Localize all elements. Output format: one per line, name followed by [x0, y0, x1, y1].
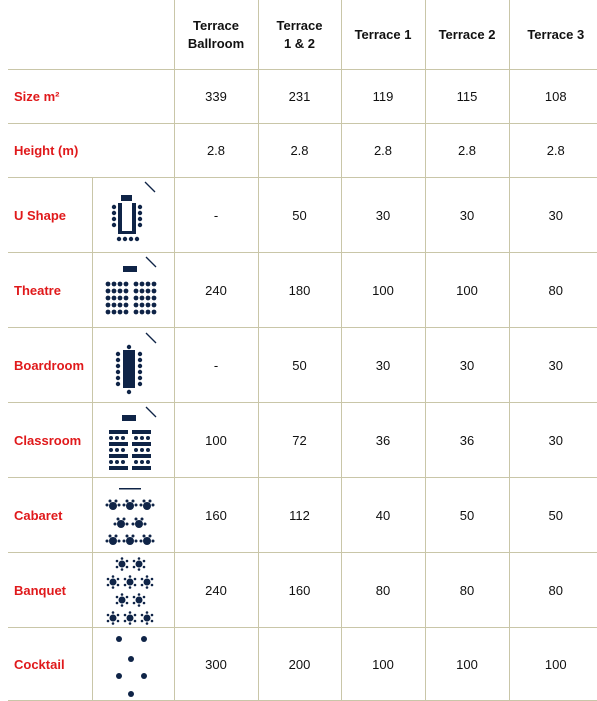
- table-cell: 30: [509, 403, 597, 478]
- layout-icon-cell: [92, 628, 174, 701]
- table-cell: 100: [341, 628, 425, 701]
- table-row-cocktail: [8, 628, 597, 701]
- header-line: Terrace: [276, 17, 323, 33]
- table-row-classroom: [8, 403, 597, 478]
- table-cell: 240: [174, 553, 258, 628]
- table-cell: 36: [425, 403, 509, 478]
- header-line: Terrace 3: [527, 26, 585, 42]
- header-line: 1 & 2: [283, 35, 316, 51]
- header-terrace-2: [425, 0, 509, 70]
- header-terrace-ballroom: [174, 0, 258, 70]
- table-row-banquet: [8, 553, 597, 628]
- table-cell: 100: [425, 253, 509, 328]
- header-line: Terrace 1: [354, 26, 412, 42]
- header-corner: [8, 0, 174, 70]
- table-row-size: [8, 70, 597, 124]
- table-cell: 80: [509, 253, 597, 328]
- table-cell: 160: [174, 478, 258, 553]
- table-cell: 50: [258, 178, 341, 253]
- header-line: Ballroom: [187, 35, 245, 51]
- table-cell: 50: [509, 478, 597, 553]
- table-row-boardroom: [8, 328, 597, 403]
- table-cell: 160: [258, 553, 341, 628]
- layout-icon-cell: [92, 478, 174, 553]
- table-cell: 2.8: [258, 124, 341, 178]
- u-shape-layout-icon: [98, 179, 168, 251]
- table-cell: 231: [258, 70, 341, 124]
- header-terrace-1: [341, 0, 425, 70]
- layout-icon-cell: [92, 328, 174, 403]
- boardroom-layout-icon: [98, 329, 168, 401]
- table-cell: 180: [258, 253, 341, 328]
- layout-icon-cell: [92, 403, 174, 478]
- table-cell: 339: [174, 70, 258, 124]
- table-cell: 300: [174, 628, 258, 701]
- table-cell: 30: [509, 328, 597, 403]
- row-label: Size m²: [8, 70, 174, 124]
- table-cell: 240: [174, 253, 258, 328]
- table-cell: 2.8: [174, 124, 258, 178]
- header-line: Terrace 2: [438, 26, 496, 42]
- row-label: Classroom: [8, 403, 92, 478]
- table-cell: 100: [174, 403, 258, 478]
- header-row: [8, 0, 597, 70]
- table-cell: 119: [341, 70, 425, 124]
- layout-icon-cell: [92, 178, 174, 253]
- row-label: Theatre: [8, 253, 92, 328]
- table-cell: 40: [341, 478, 425, 553]
- table-row-u-shape: [8, 178, 597, 253]
- header-terrace-1-2: [258, 0, 341, 70]
- row-label: Cocktail: [8, 628, 92, 701]
- table-cell: 80: [425, 553, 509, 628]
- table-row-cabaret: [8, 478, 597, 553]
- table-cell: 2.8: [425, 124, 509, 178]
- table-cell: 30: [341, 328, 425, 403]
- row-label: Banquet: [8, 553, 92, 628]
- banquet-layout-icon: [98, 554, 168, 626]
- table-cell: -: [174, 178, 258, 253]
- classroom-layout-icon: [98, 404, 168, 476]
- layout-icon-cell: [92, 553, 174, 628]
- capacity-table: [8, 0, 597, 701]
- table-cell: 30: [341, 178, 425, 253]
- row-label: Cabaret: [8, 478, 92, 553]
- row-label: Height (m): [8, 124, 174, 178]
- table-cell: 50: [425, 478, 509, 553]
- table-cell: 30: [425, 178, 509, 253]
- header-line: Terrace: [192, 17, 239, 33]
- table-row-theatre: [8, 253, 597, 328]
- table-cell: 50: [258, 328, 341, 403]
- table-cell: 30: [509, 178, 597, 253]
- row-label: U Shape: [8, 178, 92, 253]
- table-cell: 80: [509, 553, 597, 628]
- cabaret-layout-icon: [98, 479, 168, 551]
- theatre-layout-icon: [98, 254, 168, 326]
- header-terrace-3: [509, 0, 597, 70]
- table-row-height: [8, 124, 597, 178]
- table-cell: 30: [425, 328, 509, 403]
- table-cell: 100: [509, 628, 597, 701]
- layout-icon-cell: [92, 253, 174, 328]
- table-cell: 80: [341, 553, 425, 628]
- table-cell: 36: [341, 403, 425, 478]
- table-cell: 200: [258, 628, 341, 701]
- table-cell: 115: [425, 70, 509, 124]
- table-cell: 100: [425, 628, 509, 701]
- table-cell: 2.8: [509, 124, 597, 178]
- table-cell: 108: [509, 70, 597, 124]
- table-cell: 72: [258, 403, 341, 478]
- table-cell: 100: [341, 253, 425, 328]
- row-label: Boardroom: [8, 328, 92, 403]
- table-cell: -: [174, 328, 258, 403]
- table-cell: 112: [258, 478, 341, 553]
- cocktail-layout-icon: [98, 629, 168, 699]
- table-cell: 2.8: [341, 124, 425, 178]
